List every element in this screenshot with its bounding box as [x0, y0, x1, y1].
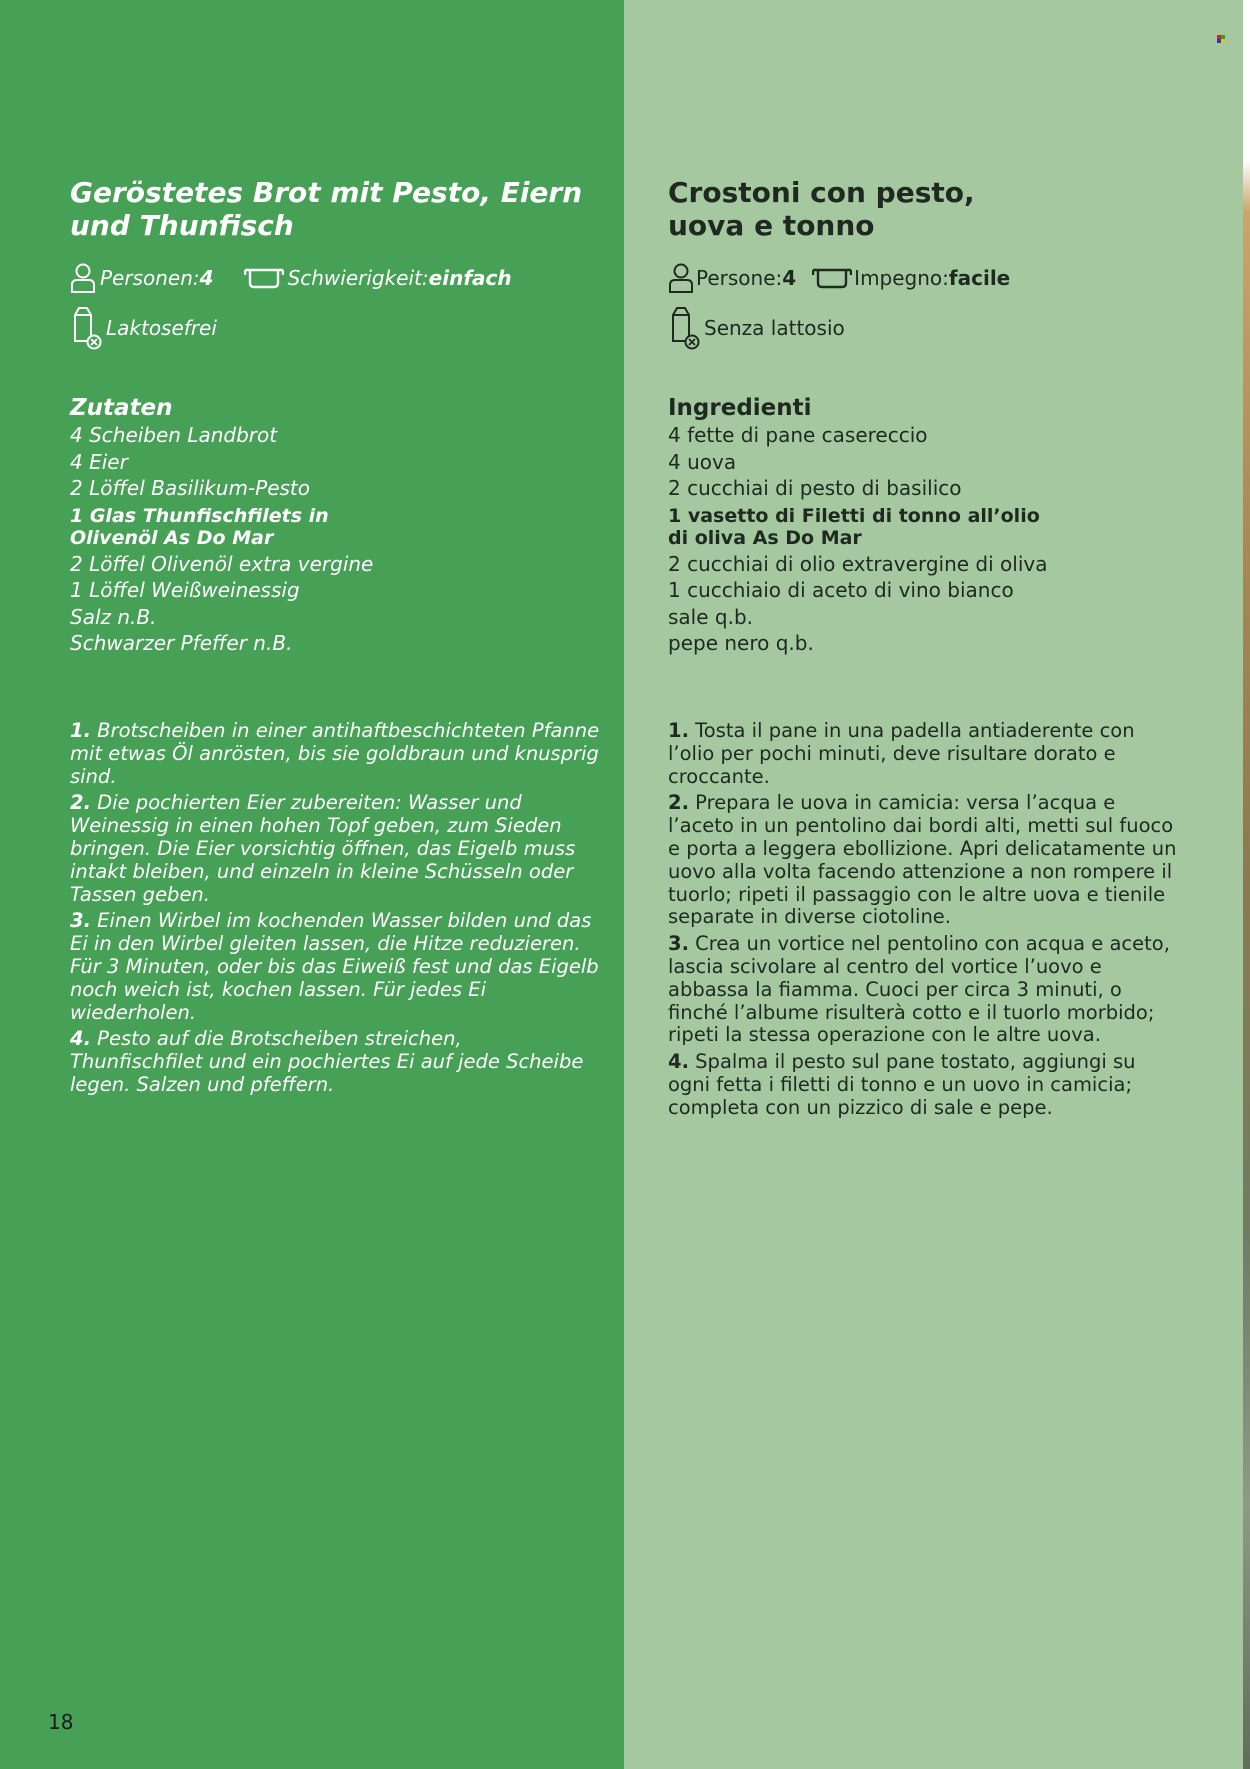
ingredients-title-de: Zutaten: [70, 395, 173, 421]
step-text: Crea un vortice nel pentolino con acqua e aceto, lascia scivolare al centro del vortice l’uovo e abbassa la fiamma. Cuoci per circa 3 minuti, o finché l’albume risulterà cotto e il tuorlo morbido; ripeti la stessa operazione con le altre uova.: [668, 932, 1170, 1047]
title-line: und Thunfisch: [70, 209, 294, 242]
meta-persons-difficulty: [668, 263, 1010, 293]
step-number: 4.: [668, 1050, 689, 1074]
ingredients-list-it: [668, 422, 1048, 657]
step-text: Spalma il pesto sul pane tostato, aggiungi su ogni fetta i filetti di tonno e un uovo in camicia; completa con un pizzico di sale e pepe.: [668, 1050, 1136, 1119]
title-line: uova e tonno: [668, 209, 875, 242]
list-item: 1 Löffel Weißweinessig: [70, 578, 300, 602]
lactose-free-icon: [70, 305, 104, 351]
meta-lactose: [70, 306, 217, 350]
step-number: 3.: [70, 909, 91, 933]
list-item: pepe nero q.b.: [668, 631, 814, 655]
step-number: 3.: [668, 932, 689, 956]
step-text: Brotscheiben in einer antihaftbeschichteten Pfanne mit etwas Öl anrösten, bis sie goldbraun und knusprig sind.: [70, 719, 600, 788]
list-item: 2 cucchiai di olio extravergine di oliva: [668, 551, 1048, 576]
pot-icon: [812, 266, 852, 290]
person-icon: [70, 263, 96, 293]
pot-icon: [244, 266, 284, 290]
step-number: 2.: [668, 791, 689, 815]
list-item: 4 fette di pane casereccio: [668, 423, 928, 447]
list-item: 2 cucchiai di pesto di basilico: [668, 476, 962, 500]
german-recipe: [70, 0, 610, 1769]
persons-value: 4: [199, 266, 214, 290]
list-item: Schwarzer Pfeffer n.B.: [70, 631, 293, 655]
step-number: 2.: [70, 791, 91, 815]
lactose-label: Laktosefrei: [106, 316, 217, 340]
lactose-free-icon: [668, 305, 702, 351]
step-text: Einen Wirbel im kochenden Wasser bilden und das Ei in den Wirbel gleiten lassen, die Hitze reduzieren. Für 3 Minuten, oder bis das Eiweiß fest und das Eigelb noch weich ist, kochen lassen. Für jedes Ei wiederholen.: [70, 909, 599, 1024]
persons-value: 4: [782, 266, 797, 290]
page-number: 18: [48, 1710, 74, 1734]
list-item: 4 uova: [668, 449, 737, 474]
difficulty-label: Impegno:: [854, 266, 949, 290]
recipe-title-it: [668, 176, 975, 242]
photo-edge-white: [1243, 0, 1250, 160]
step-number: 1.: [70, 719, 91, 742]
list-item: 1 cucchiaio di aceto di vino bianco: [668, 578, 1014, 602]
list-item: 4 Scheiben Landbrot: [70, 423, 278, 447]
difficulty-label: Schwierigkeit:: [287, 266, 429, 290]
list-item: Salz n.B.: [70, 604, 157, 629]
list-item: 4 Eier: [70, 449, 128, 474]
person-icon: [668, 263, 694, 293]
steps-list-de: [70, 720, 600, 1101]
lactose-label: Senza lattosio: [704, 316, 845, 340]
ingredients-list-de: [70, 422, 410, 657]
difficulty-value: einfach: [428, 266, 512, 290]
list-item: 2 Löffel Basilikum-Pesto: [70, 476, 310, 500]
title-line: Crostoni con pesto,: [668, 176, 975, 209]
persons-label: Persone:: [696, 266, 783, 290]
recipe-title-de: [70, 176, 582, 242]
list-item: [70, 720, 600, 788]
step-text: Tosta il pane in una padella antiaderente con l’olio per pochi minuti, deve risultare dorato e croccante.: [668, 719, 1135, 788]
title-line: Geröstetes Brot mit Pesto, Eiern: [70, 176, 583, 209]
list-item: [668, 720, 1183, 788]
persons-label: Personen:: [100, 266, 200, 290]
italian-recipe: [668, 0, 1228, 1769]
step-text: Prepara le uova in camicia: versa l’acqua e l’aceto in un pentolino dai bordi alti, metti sul fuoco e porta a leggera ebollizione. Apri delicatamente un uovo alla volta facendo attenzione a non rompere il tuorlo; ripeti il passaggio con le altre uova e tienile separate in diverse ciotoline.: [668, 791, 1177, 929]
step-text: Die pochierten Eier zubereiten: Wasser und Weinessig in einen hohen Topf geben, zum Sieden bringen. Die Eier vorsichtig öffnen, das Eigelb muss intakt bleiben, und einzeln in kleine Schüsseln oder Tassen geben.: [70, 791, 576, 906]
step-text: Pesto auf die Brotscheiben streichen, Thunfischfilet und ein pochiertes Ei auf jede Scheibe legen. Salzen und pfeffern.: [70, 1027, 584, 1096]
ingredients-title-it: Ingredienti: [668, 395, 812, 421]
list-item: [668, 792, 1183, 929]
meta-lactose: [668, 306, 845, 350]
step-number: 4.: [70, 1027, 91, 1051]
list-item: 1 Glas Thunfischfilets in Olivenöl As Do Mar: [70, 504, 329, 549]
list-item: sale q.b.: [668, 604, 753, 629]
list-item: [668, 933, 1183, 1047]
list-item: [70, 792, 600, 906]
steps-list-it: [668, 720, 1183, 1124]
meta-persons-difficulty: [70, 263, 512, 293]
list-item: [70, 1028, 600, 1096]
photo-edge-strip: [1243, 0, 1250, 1769]
step-number: 1.: [668, 719, 689, 742]
difficulty-value: facile: [948, 266, 1011, 290]
list-item: 1 vasetto di Filetti di tonno all’olio di oliva As Do Mar: [668, 504, 1040, 549]
list-item: [70, 910, 600, 1024]
list-item: 2 Löffel Olivenöl extra vergine: [70, 551, 374, 576]
list-item: [668, 1051, 1183, 1119]
